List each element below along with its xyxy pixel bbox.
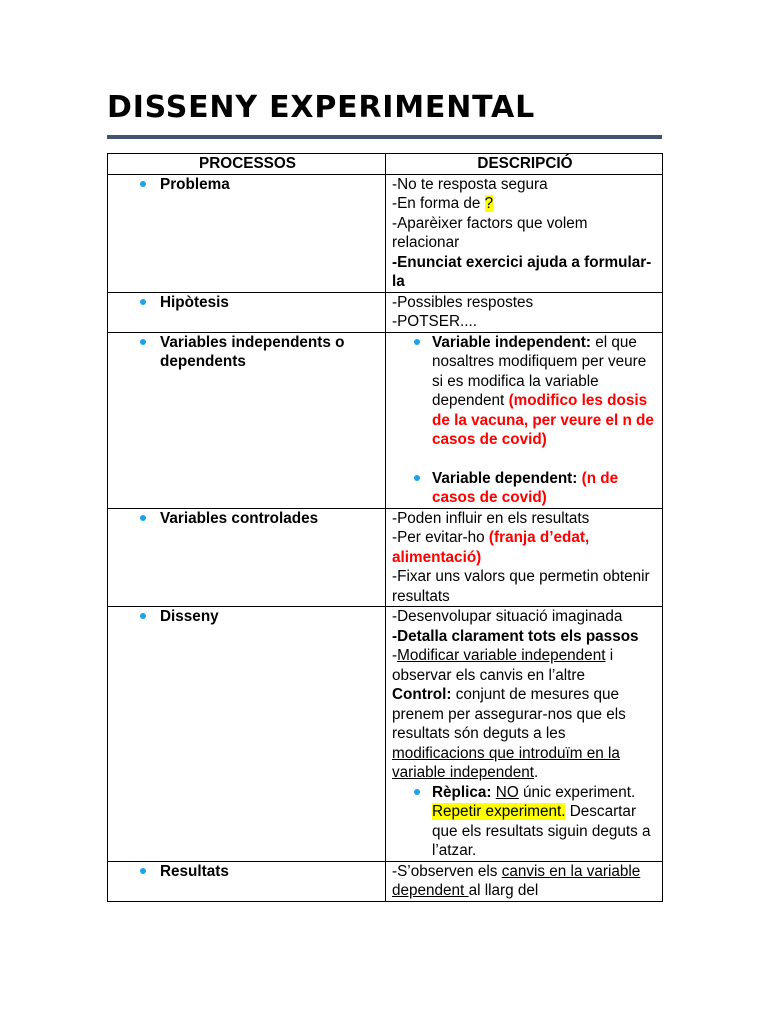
- header-descripcio: DESCRIPCIÓ: [386, 154, 663, 175]
- description-cell: [386, 292, 663, 332]
- process-label: Hipòtesis: [160, 293, 229, 311]
- term-label: Variable dependent:: [432, 469, 578, 487]
- underlined-text: NO: [495, 783, 519, 801]
- bullet-icon: [114, 293, 160, 312]
- text-run: -S’observen els: [392, 862, 502, 880]
- table-header-row: [108, 154, 663, 175]
- example-text: (modifico les dosis de la vacuna, per veure el n de casos de covid): [432, 392, 654, 448]
- bullet-icon: [114, 607, 160, 626]
- process-label: Variables independents o dependents: [160, 333, 345, 370]
- text-run: .: [534, 764, 539, 781]
- description-line: -No te resposta segura: [392, 175, 548, 193]
- bullet-icon: [392, 333, 432, 352]
- description-cell: [386, 508, 663, 607]
- bullet-icon: [114, 862, 160, 881]
- description-line: [392, 194, 658, 214]
- description-line: -Fixar uns valors que permetin obtenir resultats: [392, 568, 650, 605]
- process-cell: [108, 508, 386, 607]
- process-cell: [108, 607, 386, 862]
- description-cell: [386, 607, 663, 862]
- process-cell: [108, 174, 386, 292]
- description-line: -POTSER....: [392, 313, 477, 330]
- description-line: [392, 646, 658, 685]
- sub-item-replica: [392, 783, 658, 861]
- description-line: -Enunciat exercici ajuda a formular-la: [392, 253, 652, 290]
- process-table: [107, 153, 663, 902]
- sub-item-independent: [392, 333, 658, 450]
- text-run: al llarg del: [468, 882, 539, 899]
- example-text: (franja d’edat, alimentació): [392, 529, 590, 566]
- bullet-icon: [114, 509, 160, 528]
- process-label: Resultats: [160, 862, 229, 880]
- text-run: conjunt de mesures que prenem per assegurar-nos que els resultats són deguts a les: [392, 686, 626, 742]
- text-run: -En forma de: [392, 195, 485, 212]
- term-label: Control:: [392, 686, 452, 703]
- sub-item-dependent: [392, 469, 658, 508]
- table-row: [108, 292, 663, 332]
- text-run: Descartar que els resultats siguin deguts a l’atzar.: [432, 803, 651, 859]
- description-cell: [386, 332, 663, 508]
- text-run: el que nosaltres modifiquem per veure si es modifica la variable dependent: [432, 333, 647, 409]
- description-line: [392, 528, 658, 567]
- text-run: -Per evitar-ho: [392, 529, 489, 546]
- process-cell: [108, 861, 386, 901]
- description-line: -Possibles respostes: [392, 293, 534, 311]
- process-label: Variables controlades: [160, 509, 319, 527]
- document-title: DISSENY EXPERIMENTAL: [107, 90, 535, 125]
- text-run: -: [392, 647, 398, 664]
- process-cell: [108, 292, 386, 332]
- bullet-icon: [392, 783, 432, 802]
- description-line: -Aparèixer factors que volem relacionar: [392, 214, 588, 251]
- description-line: [392, 862, 658, 901]
- text-run: únic experiment.: [518, 783, 636, 801]
- description-line: -Detalla clarament tots els passos: [392, 627, 639, 645]
- term-label: Rèplica:: [432, 783, 492, 801]
- process-label: Problema: [160, 175, 230, 193]
- underlined-text: canvis en la variable dependent: [392, 862, 641, 899]
- underlined-text: Modificar variable independent: [397, 647, 606, 664]
- table-row: [108, 607, 663, 862]
- header-processos: PROCESSOS: [108, 154, 386, 175]
- bullet-icon: [114, 333, 160, 352]
- bullet-icon: [114, 175, 160, 194]
- table-row: [108, 174, 663, 292]
- process-label: Disseny: [160, 608, 219, 625]
- term-label: Variable independent:: [432, 333, 591, 351]
- table-row: [108, 508, 663, 607]
- description-cell: [386, 861, 663, 901]
- description-line: -Poden influir en els resultats: [392, 509, 590, 527]
- example-text: (n de casos de covid): [432, 469, 619, 506]
- description-line: -Desenvolupar situació imaginada: [392, 608, 623, 625]
- bullet-icon: [392, 469, 432, 488]
- highlighted-text: ?: [484, 195, 494, 212]
- highlighted-text: Repetir experiment.: [432, 803, 566, 820]
- description-cell: [386, 174, 663, 292]
- table-row: [108, 332, 663, 508]
- title-underline: [107, 135, 662, 139]
- text-run: i observar els canvis en l’altre: [392, 647, 614, 684]
- table-row: [108, 861, 663, 901]
- underlined-text: modificacions que introduïm en la variable independent: [392, 744, 620, 781]
- description-line: [392, 685, 658, 783]
- process-cell: [108, 332, 386, 508]
